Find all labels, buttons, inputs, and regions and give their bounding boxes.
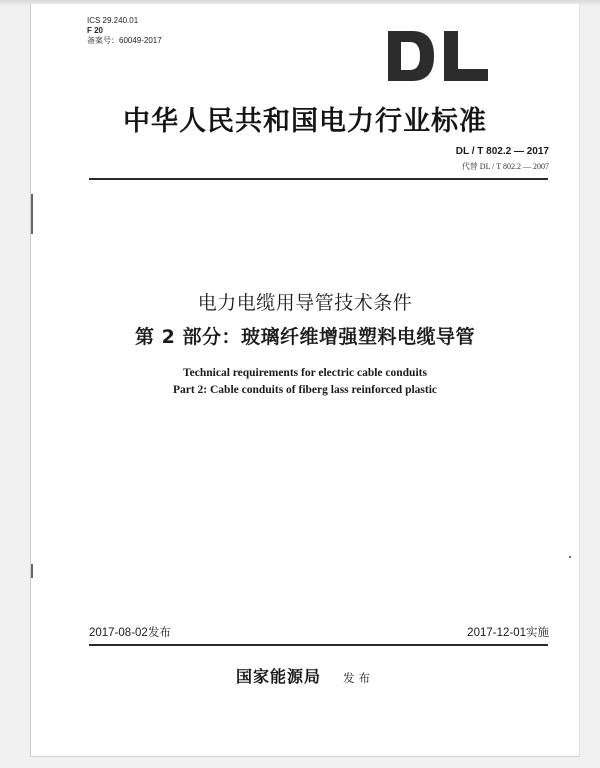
implementation-date: 2017-12-01实施: [467, 627, 549, 639]
issue-date: 2017-08-02发布: [89, 627, 171, 639]
bottom-rule: [89, 644, 548, 646]
document-page: [30, 4, 580, 757]
publisher-name: 国家能源局: [235, 667, 321, 686]
publisher-line: [31, 664, 579, 687]
top-rule: [89, 178, 548, 180]
category-code: F 20: [87, 26, 104, 35]
title-cn-line1: 电力电缆用导管技术条件: [197, 292, 413, 314]
replaces-number: 代替 DL / T 802.2 — 2007: [461, 162, 549, 171]
ics-code: ICS 29.240.01: [87, 16, 139, 25]
dl-logo: [388, 31, 496, 81]
scan-edge-mark: [31, 564, 33, 578]
standard-number: DL / T 802.2 — 2017: [455, 146, 549, 157]
title-en-line1: Technical requirements for electric cable conduits: [183, 367, 427, 379]
title-cn-line2: 第 2 部分：玻璃纤维增强塑料电缆导管: [135, 326, 475, 348]
scan-speck: [569, 556, 571, 558]
standard-type-title: 中华人民共和国电力行业标准: [123, 106, 487, 137]
record-number: 备案号：60049-2017: [87, 36, 162, 45]
publish-action: 发布: [343, 671, 374, 685]
title-en-line2: Part 2: Cable conduits of fiberg lass reinforced plastic: [172, 384, 438, 396]
scan-edge-mark: [31, 194, 33, 234]
